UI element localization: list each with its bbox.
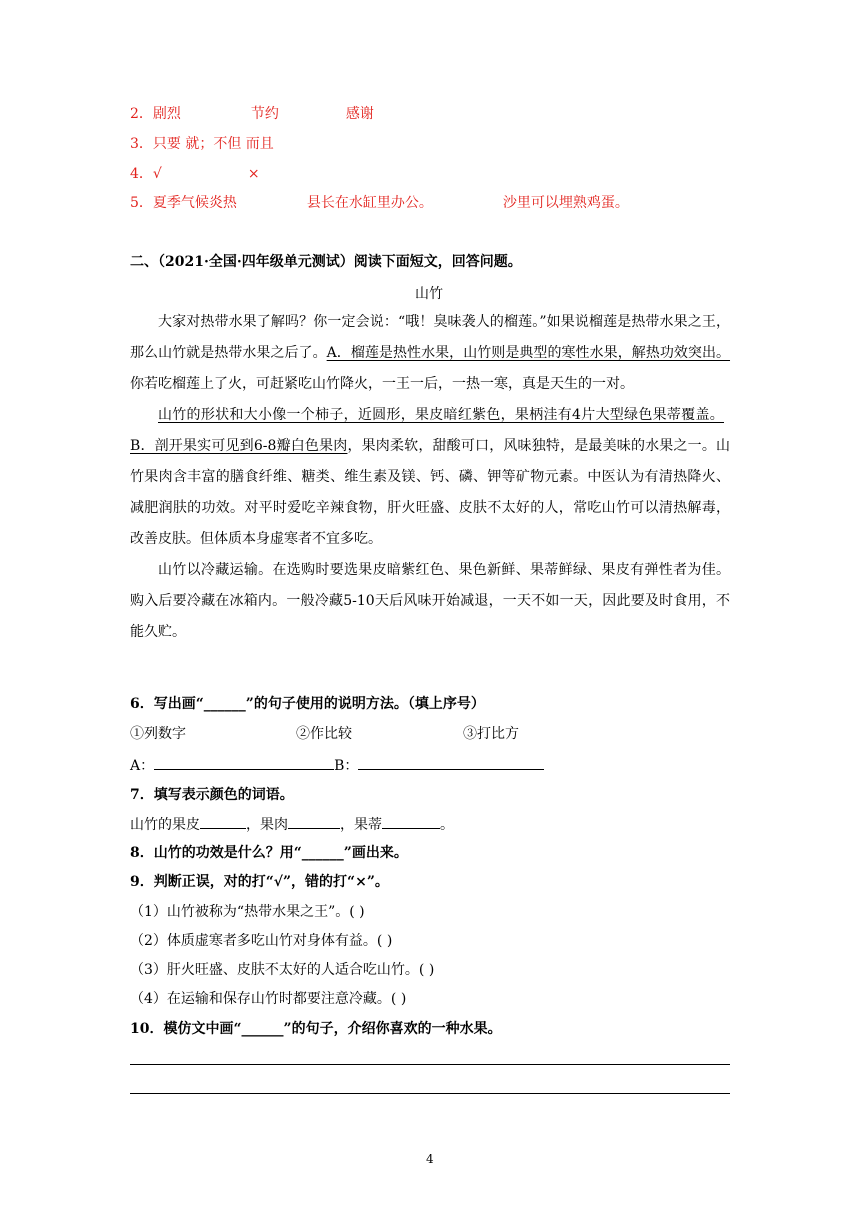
blank-peel-color[interactable] [200,814,246,829]
writing-line-2[interactable] [130,1093,730,1094]
page-number: 4 [426,1152,434,1166]
answer-blank-b[interactable] [358,755,544,770]
question-9: 9．判断正误，对的打“√”，错的打“×”。 [130,874,389,890]
answer-2-word-1: 剧烈 [152,106,181,122]
passage-sentence-b: B．剖开果实可见到6-8瓣白色果肉 [130,438,348,454]
passage-title: 山竹 [415,286,443,302]
reading-passage [130,307,730,648]
answer-5-sentence-1: 夏季气候炎热 [152,195,237,211]
answer-2-num: 2． [130,106,153,122]
answer-2-word-2: 节约 [250,106,279,122]
answer-5-sentence-2: 县长在水缸里办公。 [306,195,433,211]
question-9-item-3: （3）肝火旺盛、皮肤不太好的人适合吃山竹。( ) [130,962,435,978]
question-7-text-1: 山竹的果皮 [130,817,200,833]
question-6-option-3: ③打比方 [463,726,519,742]
answer-5-num: 5． [130,195,153,211]
answer-5-sentence-3: 沙里可以埋熟鸡蛋。 [502,195,629,211]
question-7: 7．填写表示颜色的词语。 [130,787,294,803]
passage-p2-text: ，果肉柔软，甜酸可口，风味独特，是最美味的水果之一。山竹果肉含丰富的膳食纤维、糖类、维生素及镁、钙、磷、钾等矿物元素。中医认为有清热降火、减肥润肤的功效。对平时爱吃辛辣食物，肝火旺盛、皮肤不太好的人，常吃山竹可以清热解毒，改善皮肤。但体质本身虚寒者不宜多吃。 [130,438,730,547]
blank-calyx-color[interactable] [382,814,440,829]
question-7-text-3: ，果蒂 [340,817,382,833]
question-10: 10．模仿文中画“______”的句子，介绍你喜欢的一种水果。 [130,1021,502,1037]
answer-4-cross: × [247,166,260,182]
question-6-label-a: A： [130,758,155,774]
answer-blank-a[interactable] [154,755,334,770]
question-7-fill [130,814,454,835]
question-6-option-1: ①列数字 [130,726,186,742]
passage-sentence-a: A．榴莲是热性水果，山竹则是典型的寒性水果，解热功效突出。 [326,345,731,361]
writing-line-1[interactable] [130,1064,730,1065]
passage-paragraph-2 [130,400,730,555]
answer-2 [130,104,374,124]
question-6-answer-row [130,755,544,776]
question-8: 8．山竹的功效是什么？用“______”画出来。 [130,845,408,861]
passage-p1-text-end: 你若吃榴莲上了火，可赶紧吃山竹降火，一王一后，一热一寒，真是天生的一对。 [130,376,634,392]
question-9-item-1: （1）山竹被称为“热带水果之王”。( ) [130,904,365,920]
question-9-item-4: （4）在运输和保存山竹时都要注意冷藏。( ) [130,991,407,1007]
question-6-option-2: ②作比较 [296,726,352,742]
question-7-text-2: ，果肉 [246,817,288,833]
passage-p1-text: 大家对热带水果了解吗？你一定会说：“哦！臭味袭人的榴莲。”如果说榴莲是热带水果之王，那么山竹就是热带水果之后了。 [130,314,730,361]
blank-flesh-color[interactable] [288,814,340,829]
question-9-item-2: （2）体质虚寒者多吃山竹对身体有益。( ) [130,933,393,949]
passage-p2-underlined: 山竹的形状和大小像一个柿子，近圆形，果皮暗红紫色，果柄洼有4片大型绿色果蒂覆盖。 [158,407,724,423]
question-6: 6．写出画“______”的句子使用的说明方法。（填上序号） [130,696,485,712]
question-6-label-b: B： [334,758,359,774]
answer-4-num: 4． [130,166,153,182]
answer-3: 3．只要 就；不但 而且 [130,136,274,152]
question-7-text-4: 。 [440,817,454,833]
answer-4-check: √ [152,166,162,182]
passage-paragraph-3: 山竹以冷藏运输。在选购时要选果皮暗紫红色、果色新鲜、果蒂鲜绿、果皮有弹性者为佳。购入后要冷藏在冰箱内。一般冷藏5-10天后风味开始减退，一天不如一天，因此要及时食用，不能久贮。 [130,562,730,640]
section-2-heading: 二、（2021·全国·四年级单元测试）阅读下面短文，回答问题。 [130,254,522,270]
passage-paragraph-1 [130,307,730,400]
answer-2-word-3: 感谢 [345,106,374,122]
answer-5 [130,193,629,213]
answer-4 [130,164,260,184]
